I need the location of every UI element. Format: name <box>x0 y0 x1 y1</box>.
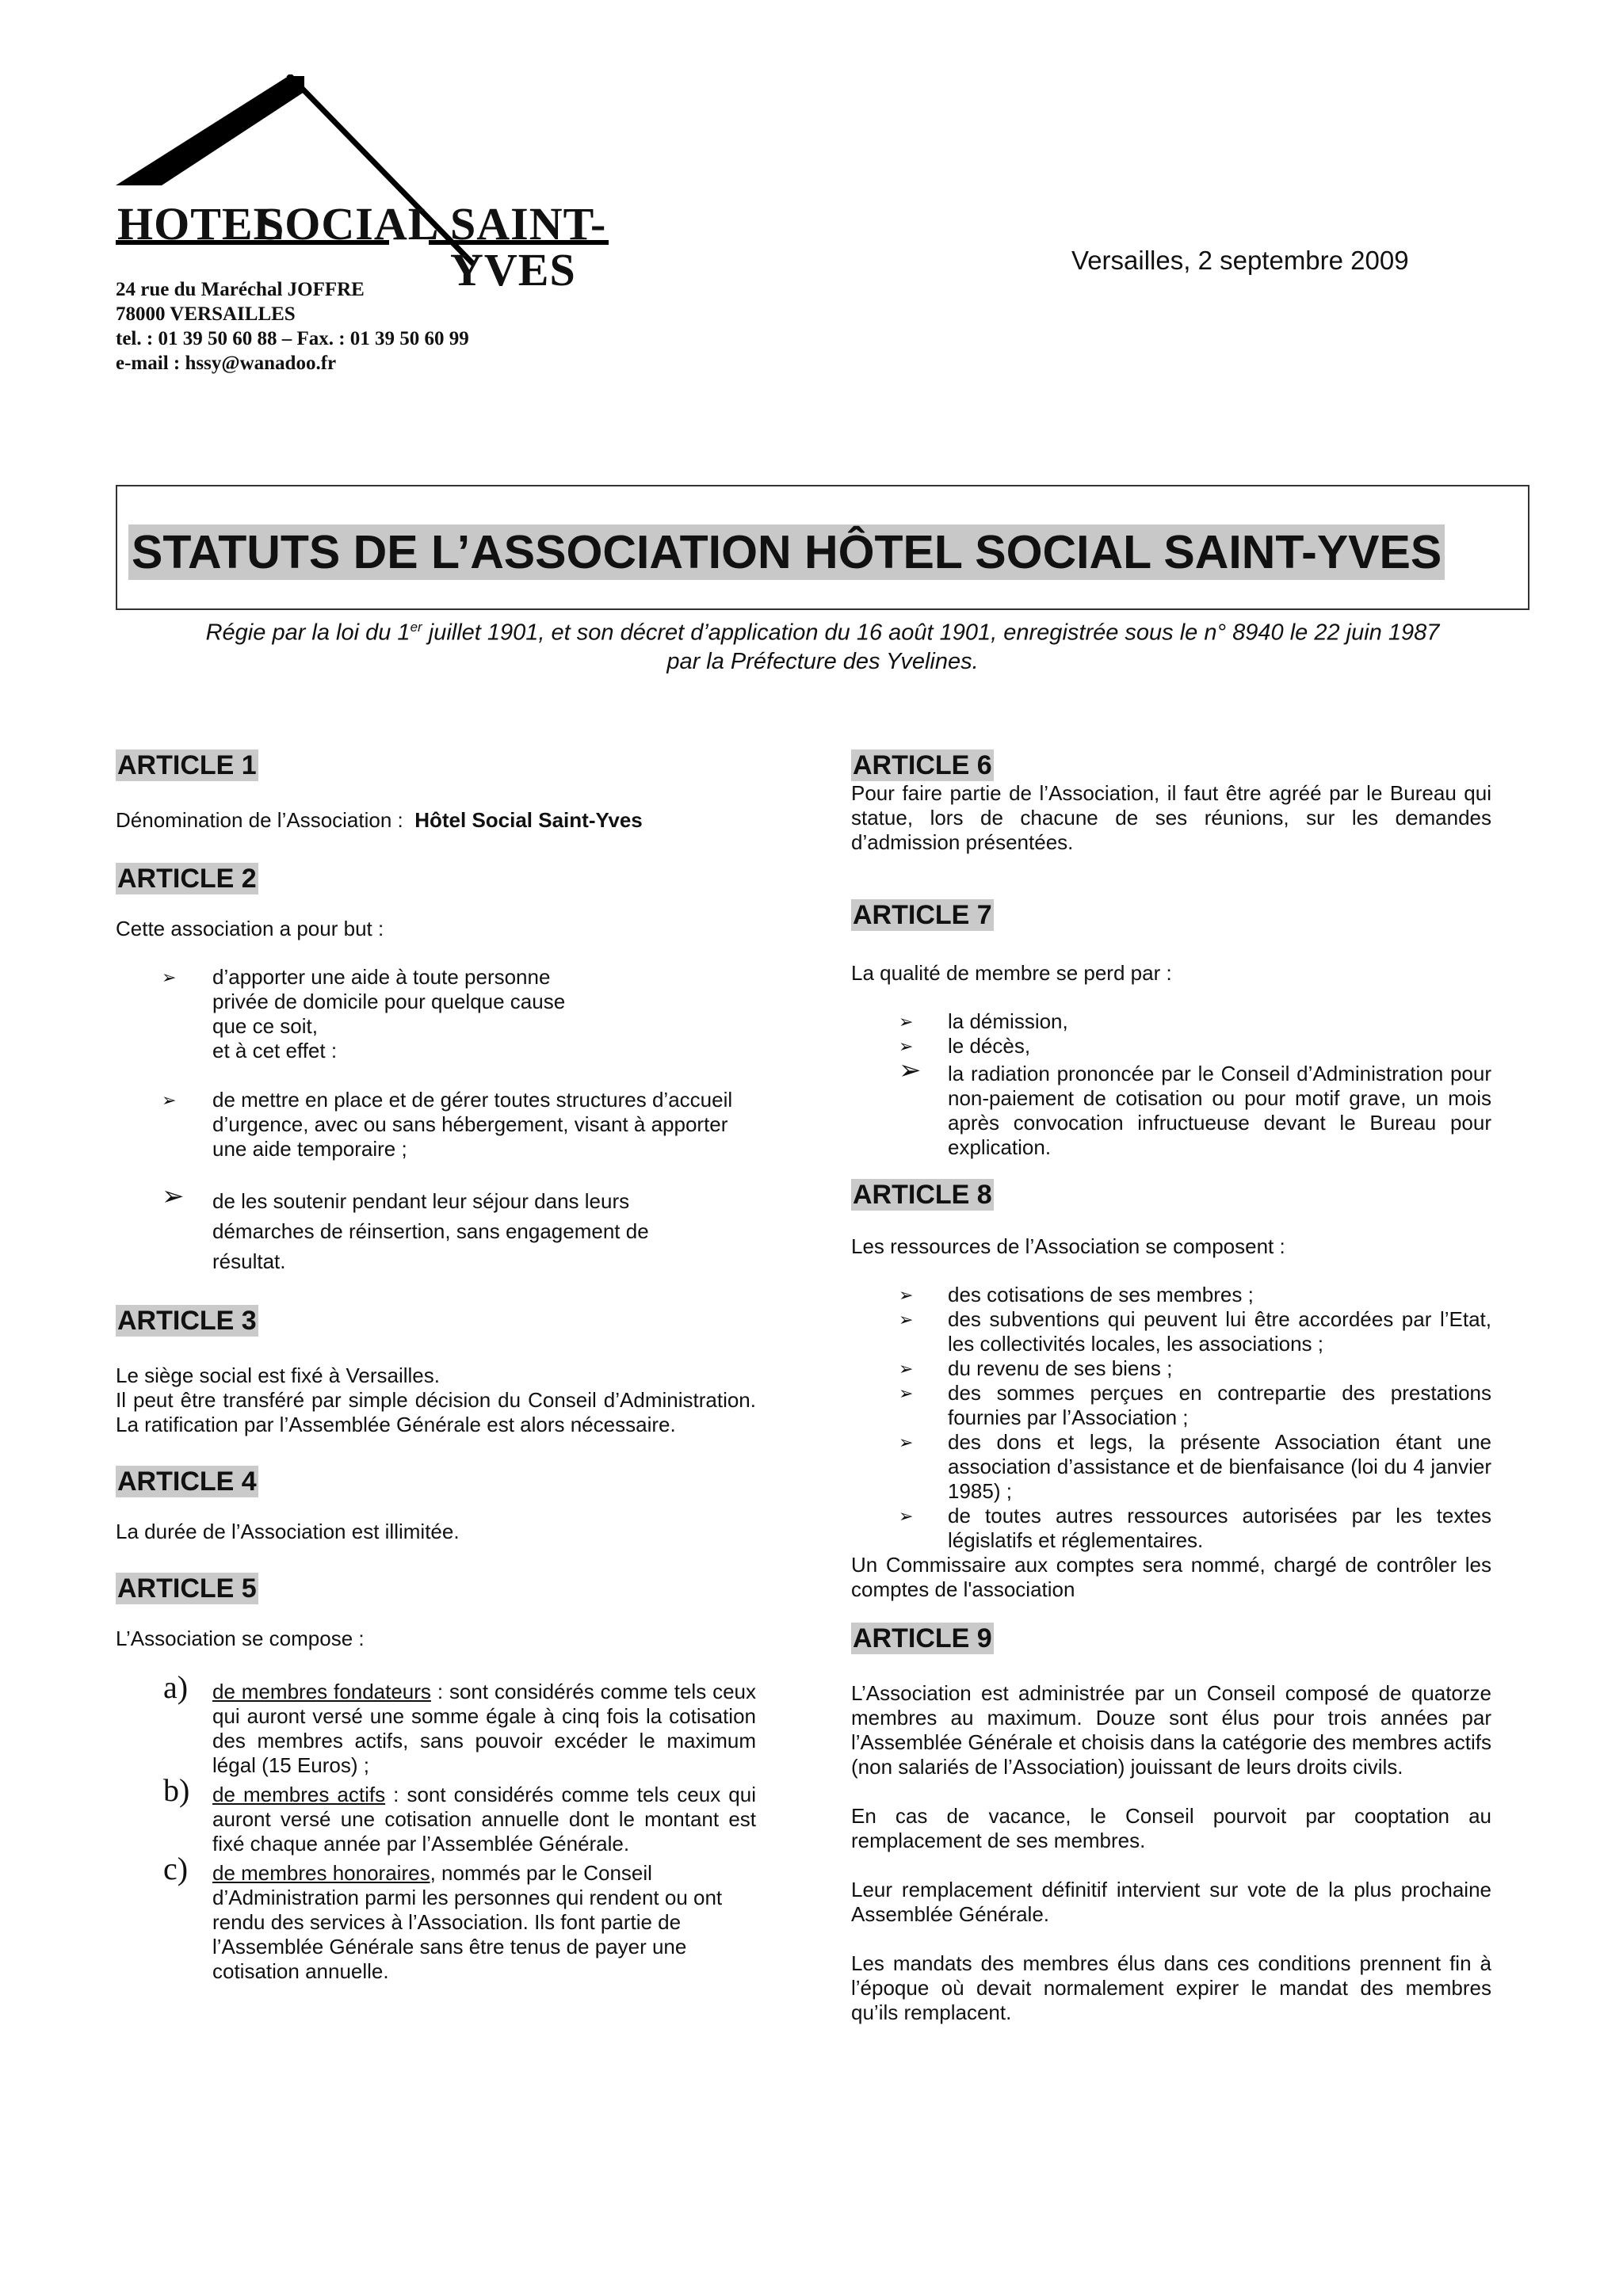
article-8-intro: Les ressources de l’Association se composent : <box>851 1234 1285 1258</box>
article-2-heading: ARTICLE 2 <box>117 864 257 894</box>
list-item: ➢ des dons et legs, la présente Association étant une association d’assistance et de bienfaisance (loi du 4 janvier 1985) ; <box>899 1430 1491 1503</box>
arrow-bullet-icon: ➢ <box>899 1055 922 1085</box>
page-title: STATUTS DE L’ASSOCIATION HÔTEL SOCIAL SAINT-YVES <box>128 524 1445 580</box>
list-marker: c) <box>163 1851 189 1886</box>
list-item: ➢ d’apporter une aide à toute personne privée de domicile pour quelque cause que ce soit, et à cet effet : <box>162 965 566 1062</box>
title-box <box>116 485 1529 610</box>
member-type-founders: de membres fondateurs <box>212 1680 431 1703</box>
article-4-heading: ARTICLE 4 <box>117 1466 257 1497</box>
address-block <box>116 277 469 376</box>
article-9-paragraph: L’Association est administrée par un Conseil composé de quatorze membres au maximum. Douze sont élus pour trois années par l’Assemblée Générale et choisis dans la catégorie des membres actifs (non salariés de l’Association) jouissant de leurs droits civils. <box>851 1681 1491 1779</box>
subtitle-text-2: juillet 1901, et son décret d’application du 16 août 1901, enregistrée sous le n° 8940 le 22 juin 1987 <box>422 620 1440 646</box>
list-item: b) de membres actifs : sont considérés comme tels ceux qui auront versé une cotisation annuelle dont le montant est fixé chaque année par l’Assemblée Générale. <box>163 1772 757 1855</box>
article-6-heading: ARTICLE 6 <box>853 750 992 780</box>
arrow-bullet-icon: ➢ <box>899 1506 914 1526</box>
address-email: e-mail : hssy@wanadoo.fr <box>116 353 337 374</box>
association-name: Hôtel Social Saint-Yves <box>414 808 643 832</box>
article-9-heading: ARTICLE 9 <box>853 1623 992 1653</box>
list-item: ➢ la radiation prononcée par le Conseil d’Administration pour non-paiement de cotisation ou pour motif grave, un mois après convocation infructueuse devant le Bureau pour explication. <box>899 1055 1491 1159</box>
list-item: ➢ de mettre en place et de gérer toutes structures d’accueil d’urgence, avec ou sans hébergement, visant à apporter une aide temporaire ; <box>162 1088 733 1161</box>
article-3-heading: ARTICLE 3 <box>117 1306 257 1336</box>
list-marker: b) <box>163 1772 190 1808</box>
article-8-heading: ARTICLE 8 <box>853 1180 992 1210</box>
list-item: ➢ du revenu de ses biens ; <box>899 1356 1173 1380</box>
member-type-active: de membres actifs <box>212 1783 386 1806</box>
logo-word-saint-yves: SAINT-YVES <box>450 198 607 296</box>
subtitle <box>116 613 1529 676</box>
address-phone: tel. : 01 39 50 60 88 – Fax. : 01 39 50 60 99 <box>116 328 469 349</box>
list-item: c) de membres honoraires, nommés par le Conseil d’Administration parmi les personnes qui rendent ou ont rendu des services à l’Association. Ils font partie de l’Assemblée Générale sans être tenus de payer une cotisation annuelle. <box>163 1851 723 1983</box>
logo-word-hotel: HOTEL <box>117 198 285 250</box>
subtitle-text-1: Régie par la loi du 1 <box>205 620 411 646</box>
article-3-line1: Le siège social est fixé à Versailles. <box>116 1363 440 1387</box>
member-type-honorary: de membres honoraires <box>212 1861 430 1885</box>
article-9-paragraph: En cas de vacance, le Conseil pourvoit par cooptation au remplacement de ses membres. <box>851 1804 1491 1852</box>
arrow-bullet-icon: ➢ <box>899 1432 914 1452</box>
list-item: ➢ la démission, <box>899 1009 1068 1033</box>
list-item: a) de membres fondateurs : sont considérés comme tels ceux qui auront versé une somme égale à cinq fois la cotisation des membres actifs, sans pouvoir excéder le maximum légal (15 Euros) ; <box>163 1669 757 1777</box>
resources-list <box>851 1283 1491 1553</box>
article-5-intro: L’Association se compose : <box>116 1627 365 1650</box>
list-item: ➢ de toutes autres ressources autorisées par les textes législatifs et réglementaires. <box>899 1504 1491 1552</box>
article-6-text: Pour faire partie de l’Association, il faut être agréé par le Bureau qui statue, lors de chacune de ses réunions, sur les demandes d’admission présentées. <box>851 781 1491 854</box>
list-item: ➢ des cotisations de ses membres ; <box>899 1283 1254 1306</box>
article-3-text: Il peut être transféré par simple décision du Conseil d’Administration. La ratification par l’Assemblée Générale est alors nécessaire. <box>116 1388 756 1436</box>
arrow-bullet-icon: ➢ <box>899 1383 914 1403</box>
arrow-bullet-icon: ➢ <box>899 1310 914 1329</box>
list-marker: a) <box>163 1669 189 1705</box>
subtitle-sup: er <box>410 620 422 635</box>
list-item: ➢ le décès, <box>899 1034 1031 1058</box>
article-1-heading: ARTICLE 1 <box>117 750 257 780</box>
arrow-bullet-icon: ➢ <box>162 1181 185 1211</box>
address-street: 24 rue du Maréchal JOFFRE <box>116 279 365 300</box>
arrow-bullet-icon: ➢ <box>899 1359 914 1379</box>
article-8-outro: Un Commissaire aux comptes sera nommé, chargé de contrôler les comptes de l'association <box>851 1553 1491 1601</box>
subtitle-line2: par la Préfecture des Yvelines. <box>666 648 979 674</box>
article-2-intro: Cette association a pour but : <box>116 917 384 940</box>
article-9-paragraph: Leur remplacement définitif intervient sur vote de la plus prochaine Assemblée Générale. <box>851 1878 1491 1926</box>
arrow-bullet-icon: ➢ <box>162 967 177 987</box>
document-date: Versailles, 2 septembre 2009 <box>1071 246 1409 275</box>
arrow-bullet-icon: ➢ <box>162 1090 177 1110</box>
logo-word-social: SOCIAL <box>258 198 440 250</box>
list-item: ➢ de les soutenir pendant leur séjour dans leurs démarches de réinsertion, sans engagement de résultat. <box>162 1181 649 1273</box>
article-5-heading: ARTICLE 5 <box>117 1573 257 1604</box>
arrow-bullet-icon: ➢ <box>899 1036 914 1056</box>
arrow-bullet-icon: ➢ <box>899 1285 914 1305</box>
article-1-text: Dénomination de l’Association : Hôtel Social Saint-Yves <box>116 808 643 832</box>
article-7-intro: La qualité de membre se perd par : <box>851 961 1172 985</box>
article-9-paragraph: Les mandats des membres élus dans ces conditions prennent fin à l’époque où devait normalement expirer le mandat des membres qu’ils remplacent. <box>851 1951 1491 2024</box>
left-column <box>116 749 756 1984</box>
list-item: ➢ des subventions qui peuvent lui être accordées par l’Etat, les collectivités locales, les associations ; <box>899 1307 1491 1356</box>
arrow-bullet-icon: ➢ <box>899 1012 914 1032</box>
article-7-heading: ARTICLE 7 <box>853 900 992 930</box>
address-city: 78000 VERSAILLES <box>116 303 296 325</box>
list-item: ➢ des sommes perçues en contrepartie des prestations fournies par l’Association ; <box>899 1381 1491 1429</box>
article-4-text: La durée de l’Association est illimitée. <box>116 1520 460 1543</box>
right-column <box>851 749 1491 2025</box>
